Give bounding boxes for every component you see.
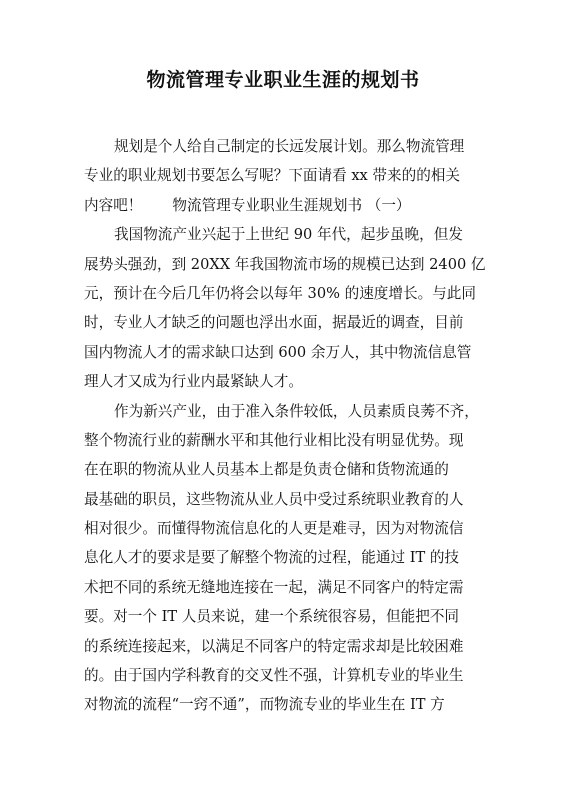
paragraph-line: 整个物流行业的薪酬水平和其他行业相比没有明显优势。现	[84, 431, 464, 449]
document-body	[84, 132, 484, 720]
paragraph-line: 息化人才的要求是要了解整个物流的过程，能通过 IT 的技	[84, 549, 460, 567]
paragraph-line: 的系统连接起来，以满足不同客户的特定需求却是比较困难	[84, 637, 464, 655]
paragraph-line-with-subheading	[84, 191, 484, 220]
paragraph-line: 理人才又成为行业内最紧缺人才。	[84, 373, 303, 391]
paragraph-line: 对物流的流程“一窍不通”，而物流专业的毕业生在 IT 方	[84, 696, 445, 714]
paragraph-line: 最基础的职员，这些物流从业人员中受过系统职业教育的人	[84, 490, 464, 508]
paragraph-line: 作为新兴产业，由于准入条件较低，人员素质良莠不齐，	[114, 402, 479, 420]
paragraph-line: 术把不同的系统无缝地连接在一起，满足不同客户的特定需	[84, 578, 464, 596]
paragraph-line: 在在职的物流从业人员基本上都是负责仓储和货物流通的	[84, 461, 449, 479]
paragraph-line: 的。由于国内学科教育的交叉性不强，计算机专业的毕业生	[84, 667, 464, 685]
paragraph-line: 规划是个人给自己制定的长远发展计划。那么物流管理	[114, 138, 465, 155]
paragraph-line: 内容吧！	[84, 196, 143, 214]
document-title: 物流管理专业职业生涯的规划书	[146, 69, 420, 91]
paragraph-line: 元，预计在今后几年仍将会以每年 30% 的速度增长。与此同	[84, 284, 476, 302]
paragraph-line: 要。对一个 IT 人员来说，建一个系统很容易，但能把不同	[84, 608, 460, 626]
section-subheading: 物流管理专业职业生涯规划书 （一）	[172, 196, 411, 214]
paragraph-line: 专业的职业规划书要怎么写呢？下面请看 xx 带来的的相关	[84, 167, 460, 185]
paragraph-line: 国内物流人才的需求缺口达到 600 余万人，其中物流信息管	[84, 343, 472, 361]
paragraph-line: 时，专业人才缺乏的问题也浮出水面，据最近的调查，目前	[84, 314, 464, 332]
paragraph-line: 展势头强劲，到 20XX 年我国物流市场的规模已达到 2400 亿	[84, 255, 486, 273]
paragraph-line: 相对很少。而懂得物流信息化的人更是难寻，因为对物流信	[84, 520, 464, 538]
paragraph-line: 我国物流产业兴起于上世纪 90 年代，起步虽晚，但发	[114, 226, 463, 244]
